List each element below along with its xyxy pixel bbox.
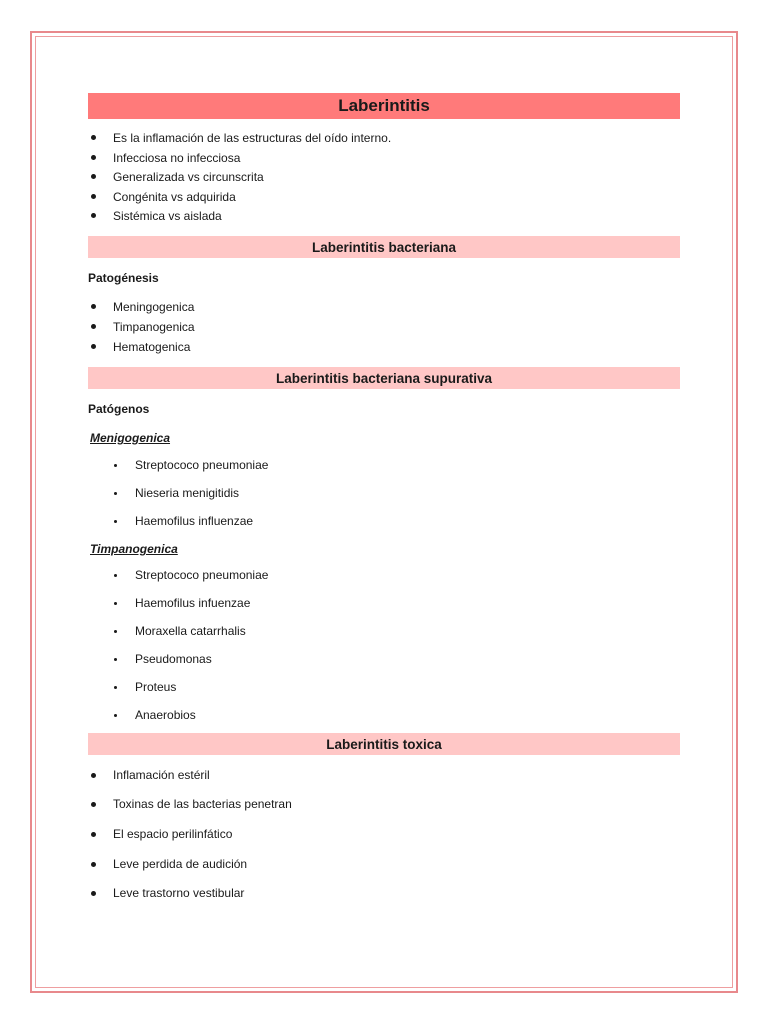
- list-item: Moraxella catarrhalis: [135, 624, 246, 638]
- bullet-icon: [91, 135, 96, 140]
- bullet-icon: [114, 464, 117, 467]
- section-heading-bar: [88, 367, 680, 389]
- intro-item: Infecciosa no infecciosa: [113, 151, 241, 165]
- list-item: Timpanogenica: [113, 320, 195, 334]
- bullet-icon: [91, 213, 96, 218]
- list-item: Leve perdida de audición: [113, 857, 248, 871]
- list-item: Haemofilus infuenzae: [135, 596, 251, 610]
- bullet-icon: [114, 714, 117, 717]
- list-item: Streptococo pneumoniae: [135, 458, 269, 472]
- document-title: Laberintitis: [338, 96, 430, 115]
- section-heading-bar: [88, 236, 680, 258]
- bullet-icon: [91, 802, 96, 807]
- title-bar: [88, 93, 680, 119]
- list-item: Meningogenica: [113, 300, 195, 314]
- bullet-icon: [114, 602, 117, 605]
- bullet-icon: [91, 773, 96, 778]
- list-item: Anaerobios: [135, 708, 196, 722]
- bullet-icon: [91, 194, 96, 199]
- bullet-icon: [114, 574, 117, 577]
- bullet-icon: [91, 832, 96, 837]
- list-item: El espacio perilinfático: [113, 827, 233, 841]
- bullet-icon: [91, 304, 96, 309]
- group-label: Timpanogenica: [90, 542, 178, 556]
- intro-item: Congénita vs adquirida: [113, 190, 236, 204]
- list-item: Leve trastorno vestibular: [113, 886, 245, 900]
- list-item: Toxinas de las bacterias penetran: [113, 797, 292, 811]
- intro-item: Generalizada vs circunscrita: [113, 170, 264, 184]
- list-item: Hematogenica: [113, 340, 191, 354]
- bullet-icon: [114, 658, 117, 661]
- bullet-icon: [91, 324, 96, 329]
- list-item: Pseudomonas: [135, 652, 212, 666]
- bullet-icon: [91, 891, 96, 896]
- subsection-label: Patogénesis: [88, 271, 159, 285]
- bullet-icon: [114, 520, 117, 523]
- section-heading-bar: [88, 733, 680, 755]
- group-label: Menigogenica: [90, 431, 171, 445]
- list-item: Inflamación estéril: [113, 768, 210, 782]
- list-item: Proteus: [135, 680, 177, 694]
- bullet-icon: [91, 862, 96, 867]
- list-item: Nieseria menigitidis: [135, 486, 240, 500]
- list-item: Haemofilus influenzae: [135, 514, 254, 528]
- bullet-icon: [114, 492, 117, 495]
- intro-item: Es la inflamación de las estructuras del oído interno.: [113, 131, 392, 145]
- bullet-icon: [91, 344, 96, 349]
- section-heading: Laberintitis toxica: [326, 736, 442, 752]
- subsection-label: Patógenos: [88, 402, 150, 416]
- bullet-icon: [91, 155, 96, 160]
- bullet-icon: [91, 174, 96, 179]
- list-item: Streptococo pneumoniae: [135, 568, 269, 582]
- section-heading: Laberintitis bacteriana supurativa: [275, 370, 493, 386]
- bullet-icon: [114, 630, 117, 633]
- intro-item: Sistémica vs aislada: [113, 209, 222, 223]
- bullet-icon: [114, 686, 117, 689]
- section-heading: Laberintitis bacteriana: [311, 239, 457, 255]
